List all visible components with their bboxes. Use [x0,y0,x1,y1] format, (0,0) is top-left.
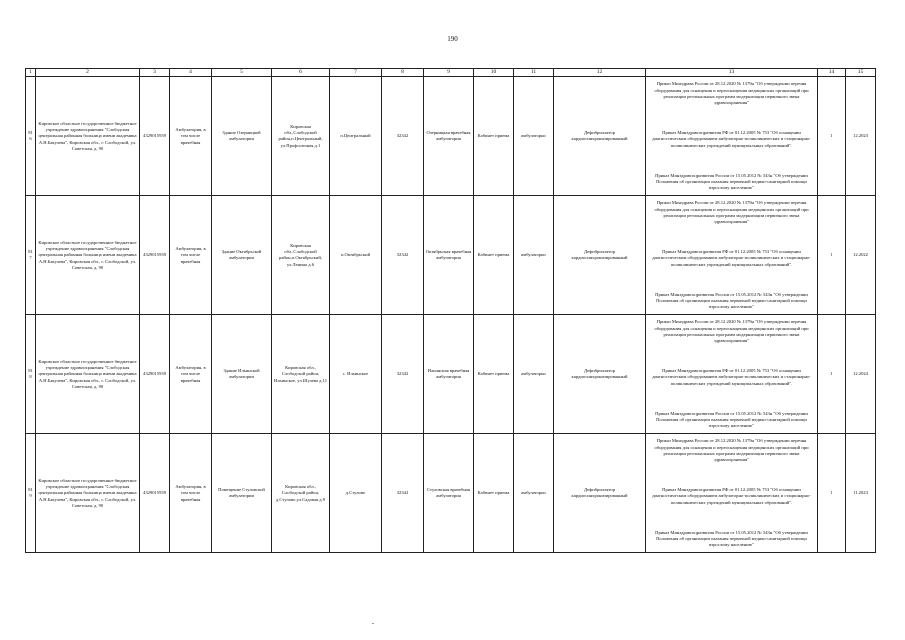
legal-basis-item: Приказ Минздравсоцразвития РФ от 01.12.2005 № 753 "Об оснащении диагностическим оборудованием амбулаторно-поликлинических и стационарно-поликлинических учреждений муниципальных образований". [652,368,811,386]
facility-type-cell: Амбулатория, в том числе врачебная [170,315,212,434]
column-number-cell: 8 [382,69,424,77]
organization-cell: Кировское областное государственное бюджетное учреждение здравоохранения "Слободская центральная районная больница имени академика А.Н.Бакулева", Кировская обл., г. Слободской, ул. Советская, д. 90 [36,196,140,315]
address-cell: Кировская обл., Слободской район, д.Стулово,ул.Садовая д.9 [272,434,330,553]
table-row [26,434,876,553]
row-number-cell: 818 [26,315,36,434]
legal-basis-list [648,319,816,429]
address-cell: Кировская обл.,Слободской район,п.Центральный, ул.Профсоюзная д.1 [272,77,330,196]
column-number-cell: 6 [272,69,330,77]
legal-basis-item: Приказ Минздрава России от 28.12.2020 № 1379н "Об утверждении перечня оборудования для оснащения и переоснащения медицинских организаций при реализации региональных программ модернизации первичного звена здравоохранения" [654,81,809,105]
column-number-cell: 5 [212,69,272,77]
address-cell: Кировская обл.,Слободской район,п.Октябрьский, ул.Ленина д.6 [272,196,330,315]
column-number-cell: 1 [26,69,36,77]
organization-cell: Кировское областное государственное бюджетное учреждение здравоохранения "Слободская центральная районная больница имени академика А.Н.Бакулева", Кировская обл., г. Слободской, ул. Советская, д. 90 [36,434,140,553]
column-number-cell: 9 [424,69,474,77]
unit-cell: Озерницкая врачебная амбулатория [424,77,474,196]
equipment-cell: Дефибриллятор кардиосинхронизированный [554,434,646,553]
column-number-cell: 14 [818,69,846,77]
column-number-cell: 11 [514,69,554,77]
legal-basis-item: Приказ Минздравсоцразвития России от 15.05.2012 № 543н "Об утверждении Положения об организации оказания первичной медико-санитарной помощи взрослому населению" [655,410,808,429]
legal-basis-item: Приказ Минздрава России от 28.12.2020 № 1379н "Об утверждении перечня оборудования для оснащения и переоснащения медицинских организаций при реализации региональных программ модернизации первичного звена здравоохранения" [654,438,809,462]
quantity-cell: 1 [818,196,846,315]
quantity-cell: 1 [818,434,846,553]
column-number-cell: 10 [474,69,514,77]
settlement-cell: с. Ильинское [330,315,382,434]
building-cell: Здание Ильинской амбулатории [212,315,272,434]
column-number-cell: 15 [846,69,876,77]
legal-basis-list [648,81,816,191]
table-row [26,315,876,434]
legal-basis-item: Приказ Минздравсоцразвития России от 15.05.2012 № 543н "Об утверждении Положения об организации оказания первичной медико-санитарной помощи взрослому населению" [655,172,808,191]
table-row [26,196,876,315]
facility-type-cell: Амбулатория, в том числе врачебная [170,196,212,315]
column-number-cell: 13 [646,69,818,77]
room-cell: Кабинет приема [474,77,514,196]
legal-basis-list [648,438,816,548]
building-cell: Помещение Стуловской амбулатории [212,434,272,553]
legal-basis-item: Приказ Минздрава России от 28.12.2020 № 1379н "Об утверждении перечня оборудования для оснащения и переоснащения медицинских организаций при реализации региональных программ модернизации первичного звена здравоохранения" [654,200,809,224]
column-number-cell: 7 [330,69,382,77]
column-number-cell: 12 [554,69,646,77]
legal-basis-list [648,200,816,310]
settlement-cell: п.Центральный [330,77,382,196]
organization-cell: Кировское областное государственное бюджетное учреждение здравоохранения "Слободская центральная районная больница имени академика А.Н.Бакулева", Кировская обл., г. Слободской, ул. Советская, д. 90 [36,315,140,434]
inn-cell: 4329015939 [140,434,170,553]
room-cell: Кабинет приема [474,196,514,315]
legal-basis-item: Приказ Минздрава России от 28.12.2020 № 1379н "Об утверждении перечня оборудования для оснащения и переоснащения медицинских организаций при реализации региональных программ модернизации первичного звена здравоохранения" [654,319,809,343]
table-body [26,69,876,553]
legal-basis-item: Приказ Минздравсоцразвития России от 15.05.2012 № 543н "Об утверждении Положения об организации оказания первичной медико-санитарной помощи взрослому населению" [655,291,808,310]
legal-basis-item: Приказ Минздравсоцразвития РФ от 01.12.2005 № 753 "Об оснащении диагностическим оборудованием амбулаторно-поликлинических и стационарно-поликлинических учреждений муниципальных образований". [652,487,811,505]
inn-cell: 4329015939 [140,196,170,315]
legal-basis-cell [646,434,818,553]
facility-type-cell: Амбулатория, в том числе врачебная [170,77,212,196]
date-cell: 12.2023 [846,77,876,196]
quantity-cell: 1 [818,77,846,196]
header-row [26,69,876,77]
equipment-cell: Дефибриллятор кардиосинхронизированный [554,196,646,315]
inn-cell: 4329015939 [140,77,170,196]
equipment-cell: Дефибриллятор кардиосинхронизированный [554,77,646,196]
legal-basis-item: Приказ Минздравсоцразвития РФ от 01.12.2005 № 753 "Об оснащении диагностическим оборудованием амбулаторно-поликлинических и стационарно-поликлинических учреждений муниципальных образований". [652,249,811,267]
care-mode-cell: амбулаторно [514,434,554,553]
building-cell: Здание Озерницкой амбулатории [212,77,272,196]
care-mode-cell: амбулаторно [514,315,554,434]
column-number-cell: 3 [140,69,170,77]
settlement-cell: п.Октябрьский [330,196,382,315]
room-cell: Кабинет приема [474,315,514,434]
legal-basis-item: Приказ Минздравсоцразвития РФ от 01.12.2005 № 753 "Об оснащении диагностическим оборудованием амбулаторно-поликлинических и стационарно-поликлинических учреждений муниципальных образований". [652,130,811,148]
care-mode-cell: амбулаторно [514,196,554,315]
code-cell: 32342 [382,77,424,196]
code-cell: 32342 [382,434,424,553]
room-cell: Кабинет приема [474,434,514,553]
care-mode-cell: амбулаторно [514,77,554,196]
table-row [26,77,876,196]
settlement-cell: д.Стулово [330,434,382,553]
row-number-cell: 816 [26,77,36,196]
unit-cell: Октябрьская врачебная амбулатория [424,196,474,315]
quantity-cell: 1 [818,315,846,434]
page-number: 190 [447,35,458,43]
unit-cell: Стуловская врачебная амбулатория [424,434,474,553]
code-cell: 32342 [382,315,424,434]
facility-type-cell: Амбулатория, в том числе врачебная [170,434,212,553]
scan-mark [372,623,374,624]
organization-cell: Кировское областное государственное бюджетное учреждение здравоохранения "Слободская центральная районная больница имени академика А.Н.Бакулева", Кировская обл., г. Слободской, ул. Советская, д. 90 [36,77,140,196]
row-number-cell: 817 [26,196,36,315]
legal-basis-cell [646,77,818,196]
legal-basis-cell [646,315,818,434]
address-cell: Кировская обл., Слободской район, Ильинское, ул.Шулева д.11 [272,315,330,434]
inn-cell: 4329015939 [140,315,170,434]
column-number-cell: 2 [36,69,140,77]
legal-basis-cell [646,196,818,315]
date-cell: 12.2024 [846,315,876,434]
equipment-table [25,68,876,553]
code-cell: 32342 [382,196,424,315]
row-number-cell: 819 [26,434,36,553]
equipment-cell: Дефибриллятор кардиосинхронизированный [554,315,646,434]
building-cell: Здание Октябрьской амбулатории [212,196,272,315]
date-cell: 12.2022 [846,196,876,315]
legal-basis-item: Приказ Минздравсоцразвития России от 15.05.2012 № 543н "Об утверждении Положения об организации оказания первичной медико-санитарной помощи взрослому населению" [655,529,808,548]
date-cell: 11.2023 [846,434,876,553]
unit-cell: Ильинская врачебная амбулатория [424,315,474,434]
column-number-cell: 4 [170,69,212,77]
